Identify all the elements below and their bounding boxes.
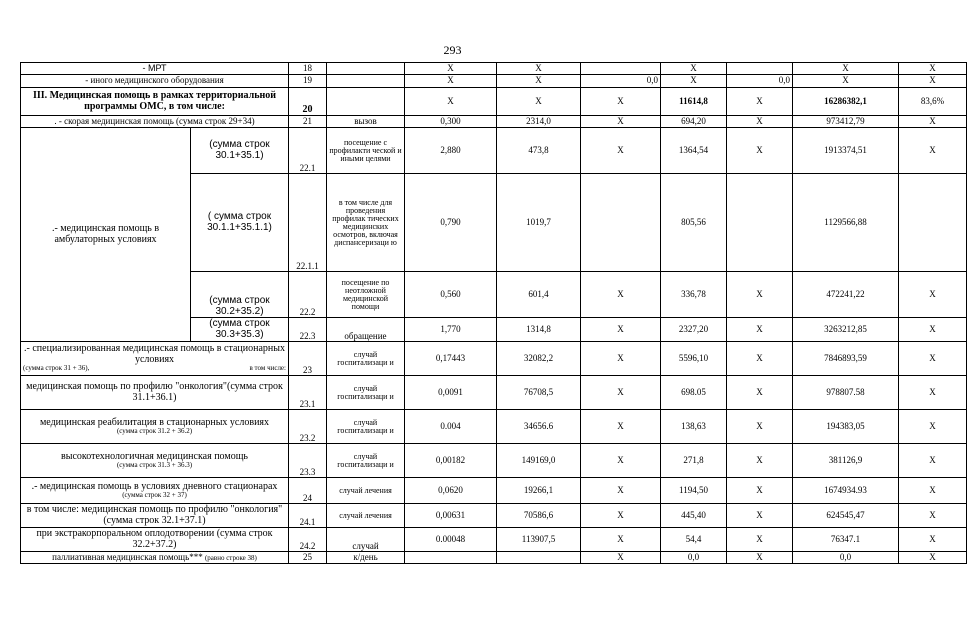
cell: X xyxy=(581,528,661,552)
row-note: (сумма строк 31.3 + 36.3) xyxy=(116,461,193,470)
cell: X xyxy=(581,318,661,342)
cell: 3263212,85 xyxy=(793,318,899,342)
row-label: .- медицинская помощь в амбулаторных условиях xyxy=(21,128,191,342)
row-number: 23.1 xyxy=(289,376,327,410)
unit-cell: в том числе для проведения профилак тических медицинских осмотров, включая диспансеризаци ю xyxy=(327,174,405,272)
row-number: 24.1 xyxy=(289,504,327,528)
cell: 76347.1 xyxy=(793,528,899,552)
cell: 0,00182 xyxy=(405,444,497,478)
unit-cell: к/день xyxy=(327,552,405,564)
cell: 32082,2 xyxy=(497,342,581,376)
cell: X xyxy=(727,552,793,564)
sub-label: ( сумма строк 30.1.1+35.1.1) xyxy=(191,174,289,272)
unit-cell: случай госпитализаци и xyxy=(327,376,405,410)
row-number: 24.2 xyxy=(289,528,327,552)
cell: 473,8 xyxy=(497,128,581,174)
cell: 2327,20 xyxy=(661,318,727,342)
cell: 54,4 xyxy=(661,528,727,552)
table-row xyxy=(21,528,967,552)
cell: X xyxy=(727,272,793,318)
cell xyxy=(581,63,661,75)
cell: X xyxy=(497,63,581,75)
cell: 1194,50 xyxy=(661,478,727,504)
cell: 7846893,59 xyxy=(793,342,899,376)
cell: 0,0 xyxy=(581,75,661,88)
cell: X xyxy=(581,504,661,528)
tariff-table xyxy=(20,62,967,564)
cell: 138,63 xyxy=(661,410,727,444)
cell: 0,0 xyxy=(727,75,793,88)
unit-cell: посещение с профилакти ческой и иными целями xyxy=(327,128,405,174)
cell: 0,560 xyxy=(405,272,497,318)
table-row xyxy=(21,552,967,564)
row-number: 22.1.1 xyxy=(289,174,327,272)
table-row xyxy=(21,504,967,528)
cell: X xyxy=(899,75,967,88)
table-row xyxy=(21,88,967,116)
cell xyxy=(899,174,967,272)
cell: 694,20 xyxy=(661,116,727,128)
cell: 978807.58 xyxy=(793,376,899,410)
sub-label: (сумма строк 30.3+35.3) xyxy=(191,318,289,342)
row-note-left: (сумма строк 31 + 36), xyxy=(23,364,90,373)
cell: 19266,1 xyxy=(497,478,581,504)
cell: 1314,8 xyxy=(497,318,581,342)
unit-cell: случай лечения xyxy=(327,504,405,528)
cell: X xyxy=(405,75,497,88)
cell: X xyxy=(899,528,967,552)
cell: 149169,0 xyxy=(497,444,581,478)
sub-label: (сумма строк 30.1+35.1) xyxy=(191,128,289,174)
cell: X xyxy=(727,342,793,376)
cell: X xyxy=(727,376,793,410)
cell: 70586,6 xyxy=(497,504,581,528)
cell: 805,56 xyxy=(661,174,727,272)
row-note: (сумма строк 32 + 37) xyxy=(122,491,187,500)
cell: 16286382,1 xyxy=(793,88,899,116)
row-number: 25 xyxy=(289,552,327,564)
cell: X xyxy=(661,63,727,75)
unit-cell: случай лечения xyxy=(327,478,405,504)
row-label-text: медицинская реабилитация в стационарных условиях xyxy=(39,416,270,428)
cell: 2,880 xyxy=(405,128,497,174)
table-row xyxy=(21,63,967,75)
cell: X xyxy=(497,75,581,88)
cell: X xyxy=(899,410,967,444)
table-row xyxy=(21,478,967,504)
row-label xyxy=(21,444,289,478)
unit-cell: случай госпитализаци и xyxy=(327,410,405,444)
unit-cell: обращение xyxy=(327,318,405,342)
cell: 1,770 xyxy=(405,318,497,342)
cell: 194383,05 xyxy=(793,410,899,444)
cell: X xyxy=(581,444,661,478)
cell: 0.00048 xyxy=(405,528,497,552)
row-label xyxy=(21,410,289,444)
table-row xyxy=(21,128,967,174)
row-note: (сумма строк 31.2 + 36.2) xyxy=(116,427,193,436)
cell: 1019,7 xyxy=(497,174,581,272)
row-number: 22.3 xyxy=(289,318,327,342)
cell: 624545,47 xyxy=(793,504,899,528)
cell: 2314,0 xyxy=(497,116,581,128)
cell xyxy=(405,552,497,564)
cell: 445,40 xyxy=(661,504,727,528)
row-label: . - скорая медицинская помощь (сумма строк 29+34) xyxy=(21,116,289,128)
row-note xyxy=(23,365,286,372)
cell: 11614,8 xyxy=(661,88,727,116)
row-label-text: паллиативная медицинская помощь*** xyxy=(52,551,203,562)
cell: X xyxy=(661,75,727,88)
cell xyxy=(581,174,661,272)
row-label xyxy=(21,342,289,376)
cell: 0,0091 xyxy=(405,376,497,410)
cell: 1674934.93 xyxy=(793,478,899,504)
row-label xyxy=(21,552,289,564)
cell: 113907,5 xyxy=(497,528,581,552)
cell: 0,0620 xyxy=(405,478,497,504)
cell: 0,17443 xyxy=(405,342,497,376)
cell: 336,78 xyxy=(661,272,727,318)
unit-cell xyxy=(327,88,405,116)
table-row xyxy=(21,410,967,444)
row-note-right: в том числе: xyxy=(249,364,286,373)
row-label: - МРТ xyxy=(21,63,289,75)
cell: X xyxy=(793,63,899,75)
row-label-text: .- специализированная медицинская помощь в стационарных условиях xyxy=(24,343,285,365)
cell: 601,4 xyxy=(497,272,581,318)
table-row xyxy=(21,342,967,376)
unit-cell xyxy=(327,63,405,75)
cell: X xyxy=(899,342,967,376)
row-number: 24 xyxy=(289,478,327,504)
cell: 0,0 xyxy=(793,552,899,564)
cell: X xyxy=(899,444,967,478)
cell: 472241,22 xyxy=(793,272,899,318)
cell: X xyxy=(727,128,793,174)
cell: 1129566,88 xyxy=(793,174,899,272)
cell: X xyxy=(581,116,661,128)
cell: X xyxy=(727,444,793,478)
row-number: 18 xyxy=(289,63,327,75)
cell: X xyxy=(727,116,793,128)
row-label: - иного медицинского оборудования xyxy=(21,75,289,88)
cell: X xyxy=(899,63,967,75)
unit-cell: посещение по неотложной медицинской помощи xyxy=(327,272,405,318)
cell: X xyxy=(581,128,661,174)
cell: X xyxy=(581,272,661,318)
cell: X xyxy=(727,504,793,528)
row-number: 23.2 xyxy=(289,410,327,444)
unit-cell: случай xyxy=(327,528,405,552)
cell: 0,0 xyxy=(661,552,727,564)
table-row xyxy=(21,444,967,478)
cell xyxy=(497,552,581,564)
cell: X xyxy=(581,552,661,564)
cell: 1913374,51 xyxy=(793,128,899,174)
row-label-text: .- медицинская помощь в условиях дневного стационарах xyxy=(31,480,278,492)
cell: X xyxy=(581,376,661,410)
cell: X xyxy=(793,75,899,88)
cell: X xyxy=(727,528,793,552)
row-label xyxy=(21,478,289,504)
cell: X xyxy=(899,116,967,128)
cell: 698.05 xyxy=(661,376,727,410)
cell xyxy=(727,63,793,75)
cell: X xyxy=(727,410,793,444)
cell: X xyxy=(727,318,793,342)
unit-cell: случай госпитализаци и xyxy=(327,342,405,376)
cell xyxy=(727,174,793,272)
cell: 271,8 xyxy=(661,444,727,478)
row-label: в том числе: медицинская помощь по профилю "онкология" (сумма строк 32.1+37.1) xyxy=(21,504,289,528)
cell: 0,790 xyxy=(405,174,497,272)
row-label-text: высокотехнологичная медицинская помощь xyxy=(61,450,248,462)
cell: 5596,10 xyxy=(661,342,727,376)
row-number: 21 xyxy=(289,116,327,128)
row-number: 22.2 xyxy=(289,272,327,318)
cell: X xyxy=(899,272,967,318)
row-number: 20 xyxy=(289,88,327,116)
cell: X xyxy=(581,342,661,376)
cell: 83,6% xyxy=(899,88,967,116)
cell: 34656.6 xyxy=(497,410,581,444)
cell: 0.004 xyxy=(405,410,497,444)
sub-label: (сумма строк 30.2+35.2) xyxy=(191,272,289,318)
row-label: при экстракорпоральном оплодотворении (сумма строк 32.2+37.2) xyxy=(21,528,289,552)
cell: X xyxy=(899,504,967,528)
cell: 1364,54 xyxy=(661,128,727,174)
row-number: 23.3 xyxy=(289,444,327,478)
cell: 0,300 xyxy=(405,116,497,128)
page-number: 293 xyxy=(443,43,462,57)
cell: 381126,9 xyxy=(793,444,899,478)
cell: X xyxy=(497,88,581,116)
cell: X xyxy=(899,552,967,564)
unit-cell xyxy=(327,75,405,88)
table-row xyxy=(21,75,967,88)
row-number: 23 xyxy=(289,342,327,376)
cell: 0,00631 xyxy=(405,504,497,528)
cell: X xyxy=(581,410,661,444)
cell: X xyxy=(405,88,497,116)
cell: X xyxy=(899,376,967,410)
unit-cell: случай госпитализаци и xyxy=(327,444,405,478)
row-number: 22.1 xyxy=(289,128,327,174)
cell: X xyxy=(899,128,967,174)
table-row xyxy=(21,116,967,128)
cell: X xyxy=(581,88,661,116)
row-note: (равно строке 38) xyxy=(204,553,257,562)
table-row xyxy=(21,376,967,410)
cell: 973412,79 xyxy=(793,116,899,128)
cell: X xyxy=(581,478,661,504)
section-title: III. Медицинская помощь в рамках территориальной программы ОМС, в том числе: xyxy=(21,88,289,116)
row-number: 19 xyxy=(289,75,327,88)
cell: 76708,5 xyxy=(497,376,581,410)
row-label: медицинская помощь по профилю "онкология"(сумма строк 31.1+36.1) xyxy=(21,376,289,410)
cell: X xyxy=(899,318,967,342)
cell: X xyxy=(727,88,793,116)
cell: X xyxy=(899,478,967,504)
unit-cell: вызов xyxy=(327,116,405,128)
cell: X xyxy=(405,63,497,75)
cell: X xyxy=(727,478,793,504)
